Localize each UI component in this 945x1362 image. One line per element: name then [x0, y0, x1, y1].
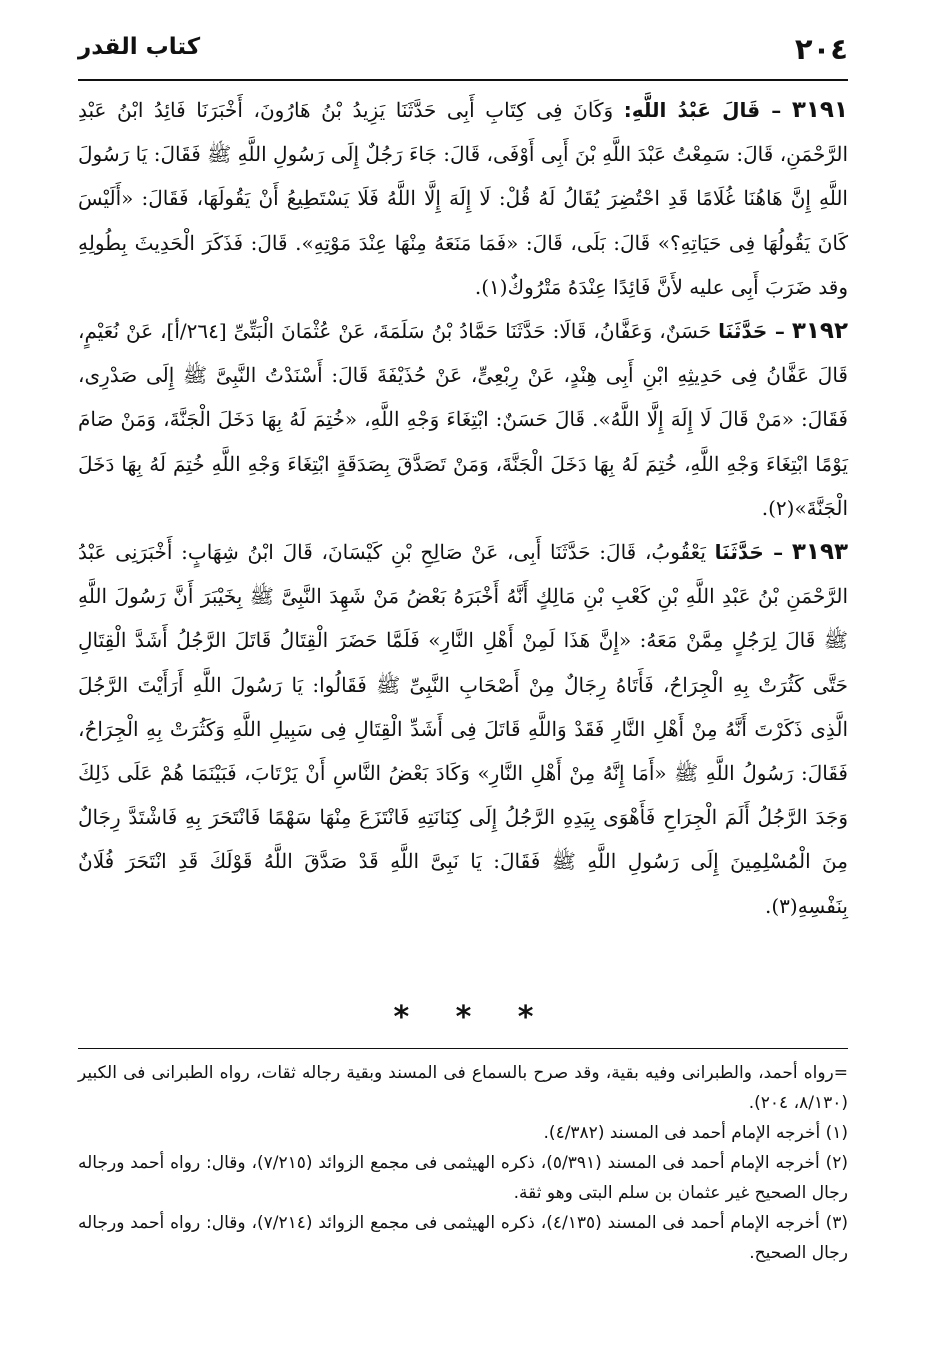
hadith-lead: حَدَّثَنَا	[714, 540, 764, 565]
hadith-lead: قَالَ عَبْدُ اللَّهِ:	[623, 98, 761, 122]
header-divider	[78, 79, 848, 81]
hadith-dash: –	[760, 98, 782, 122]
hadith-3192	[78, 309, 848, 530]
footnote-2: (٢) أخرجه الإمام أحمد فى المسند (٥/٣٩١)، ذكره الهيثمى فى مجمع الزوائد (٧/٢١٥)، وقال: رواه أحمد ورجاله رجال الصحيح غير عثمان بن سلم البتى وهو ثقة.	[78, 1153, 849, 1203]
main-text	[78, 88, 848, 928]
hadith-3193	[78, 530, 848, 928]
footnote-3: (٣) أخرجه الإمام أحمد فى المسند (٤/١٣٥)، ذكره الهيثمى فى مجمع الزوائد (٧/٢١٤)، وقال: رواه أحمد ورجاله رجال الصحيح.	[78, 1213, 849, 1263]
footnote-1: (١) أخرجه الإمام أحمد فى المسند (٤/٣٨٢).	[543, 1123, 848, 1143]
footnotes	[78, 1058, 848, 1268]
hadith-number: ٣١٩٢	[791, 318, 849, 345]
page-header	[78, 28, 848, 78]
book-title: كتاب القدر	[78, 34, 201, 60]
hadith-3191	[78, 88, 848, 309]
section-separator: * * *	[393, 1000, 552, 1035]
page-number: ٢٠٤	[794, 32, 848, 66]
hadith-dash: –	[767, 319, 785, 344]
footnote-divider	[78, 1048, 848, 1049]
hadith-dash: –	[763, 540, 784, 565]
footnote-continued: =رواه أحمد، والطبرانى وفيه بقية، وقد صرح بالسماع فى المسند وبقية رجاله ثقات، رواه الطبرانى فى الكبير (٨/١٣٠، ٢٠٤).	[78, 1063, 848, 1113]
hadith-text: حَسَنٌ، وَعَفَّانُ، قَالَا: حَدَّثَنَا حَمَّادُ بْنُ سَلَمَةَ، عَنْ عُثْمَانَ الْبَتِّىِّ [٢٦٤/أ]، عَنْ نُعَيْمٍ، قَالَ عَفَّانُ فِى حَدِيثِهِ ابْنِ أَبِى هِنْدٍ، عَنْ رِبْعِىٍّ، عَنْ حُذَيْفَةَ قَالَ: أَسْنَدْتُ النَّبِىَّ ﷺ إِلَى صَدْرِى، فَقَالَ: «مَنْ قَالَ لَا إِلَهَ إِلَّا اللَّهُ». قَالَ حَسَنٌ: ابْتِغَاءَ وَجْهِ اللَّهِ، «خُتِمَ لَهُ بِهَا دَخَلَ الْجَنَّةَ، وَمَنْ صَامَ يَوْمًا ابْتِغَاءَ وَجْهِ اللَّهِ، خُتِمَ لَهُ بِهَا دَخَلَ الْجَنَّةَ، وَمَنْ تَصَدَّقَ بِصَدَقَةٍ ابْتِغَاءَ وَجْهِ اللَّهِ خُتِمَ لَهُ بِهَا دَخَلَ الْجَنَّةَ»(٢).	[78, 319, 848, 520]
hadith-text: يَعْقُوبُ، قَالَ: حَدَّثَنَا أَبِى، عَنْ صَالِحِ بْنِ كَيْسَانَ، قَالَ ابْنُ شِهَابٍ: أَخْبَرَنِى عَبْدُ الرَّحْمَنِ بْنُ عَبْدِ اللَّهِ بْنِ كَعْبِ بْنِ مَالِكٍ أَنَّهُ أَخْبَرَهُ بَعْضُ مَنْ شَهِدَ النَّبِىَّ ﷺ بِخَيْبَرَ أَنَّ رَسُولَ اللَّهِ ﷺ قَالَ لِرَجُلٍ مِمَّنْ مَعَهُ: «إِنَّ هَذَا لَمِنْ أَهْلِ النَّارِ» فَلَمَّا حَضَرَ الْقِتَالُ قَاتَلَ الرَّجُلُ أَشَدَّ الْقِتَالِ حَتَّى كَثُرَتْ بِهِ الْجِرَاحُ، فَأَتَاهُ رِجَالٌ مِنْ أَصْحَابِ النَّبِىِّ ﷺ فَقَالُوا: يَا رَسُولَ اللَّهِ أَرَأَيْتَ الرَّجُلَ الَّذِى ذَكَرْتَ أَنَّهُ مِنْ أَهْلِ النَّارِ فَقَدْ وَاللَّهِ قَاتَلَ فِى أَشَدِّ الْقِتَالِ فِى سَبِيلِ اللَّهِ وَكَثُرَتْ بِهِ الْجِرَاحُ، فَقَالَ: رَسُولُ اللَّهِ ﷺ «أَمَا إِنَّهُ مِنْ أَهْلِ النَّارِ» وَكَادَ بَعْضُ النَّاسِ أَنْ يَرْتَابَ، فَبَيْنَمَا هُمْ عَلَى ذَلِكَ وَجَدَ الرَّجُلُ أَلَمَ الْجِرَاحِ فَأَهْوَى بِيَدِهِ الرَّجُلُ إِلَى كِنَانَتِهِ فَانْتَزَعَ مِنْهَا سَهْمًا فَانْتَحَرَ بِهِ فَاشْتَدَّ رِجَالٌ مِنَ الْمُسْلِمِينَ إِلَى رَسُولِ اللَّهِ ﷺ فَقَالَ: يَا نَبِىَّ اللَّهِ قَدْ صَدَّقَ اللَّهُ قَوْلَكَ قَدِ انْتَحَرَ فُلَانٌ بِنَفْسِهِ(٣).	[78, 540, 849, 918]
hadith-number: ٣١٩٣	[791, 539, 849, 566]
hadith-lead: حَدَّثَنَا	[718, 319, 768, 344]
hadith-number: ٣١٩١	[791, 97, 848, 123]
hadith-text: وَكَانَ فِى كِتَابِ أَبِى حَدَّثَنَا يَزِيدُ بْنُ هَارُونَ، أَخْبَرَنَا فَائِدُ ابْنُ عَبْدِ الرَّحْمَنِ، قَالَ: سَمِعْتُ عَبْدَ اللَّهِ بْنَ أَبِى أَوْفَى، قَالَ: جَاءَ رَجُلٌ إِلَى رَسُولِ اللَّهِ ﷺ فَقَالَ: يَا رَسُولَ اللَّهِ إِنَّ هَاهُنَا غُلَامًا قَدِ احْتُضِرَ يُقَالُ لَهُ قُلْ: لَا إِلَهَ إِلَّا اللَّهُ فَلَا يَسْتَطِيعُ أَنْ يَقُولَهَا، فَقَالَ: «أَلَيْسَ كَانَ يَقُولُهَا فِى حَيَاتِهِ؟» قَالَ: بَلَى، قَالَ: «فَمَا مَنَعَهُ مِنْهَا عِنْدَ مَوْتِهِ». قَالَ: فَذَكَرَ الْحَدِيثَ بِطُولِهِ وقد ضَرَبَ أَبِى عليه لأَنَّ فَائِدًا عِنْدَهُ مَتْرُوكٌ(١).	[78, 98, 849, 299]
